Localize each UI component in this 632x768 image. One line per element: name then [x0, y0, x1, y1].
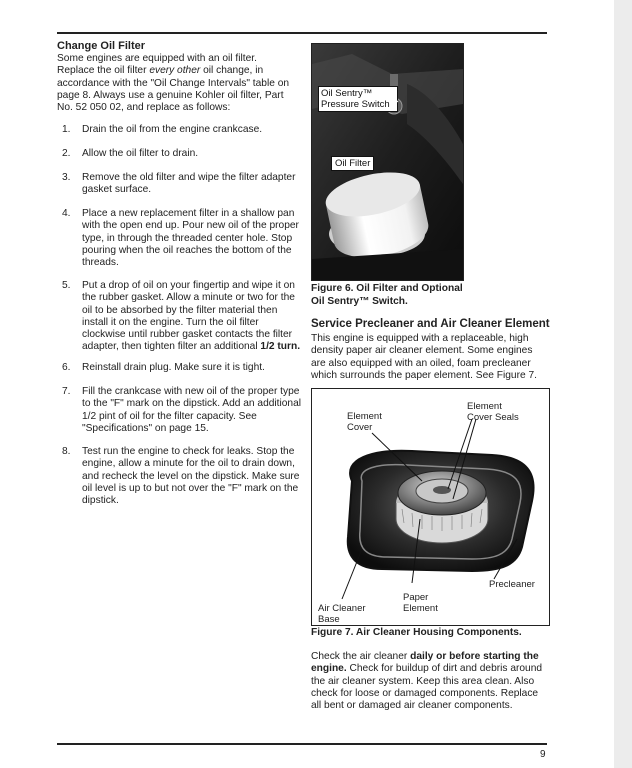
step-number: 8.: [62, 446, 71, 457]
page-edge: [614, 0, 632, 768]
step-number: 6.: [62, 362, 71, 373]
step-text: [82, 280, 302, 354]
figure-6-caption: Figure 6. Oil Filter and Optional Oil Sentry™ Switch.: [311, 283, 463, 307]
step-text: Drain the oil from the engine crankcase.: [82, 124, 263, 135]
check-paragraph: [311, 651, 549, 712]
paper-element-label: Paper Element: [403, 592, 438, 614]
step-text: Place a new replacement filter in a shallow pan with the open end up. Pour new oil of the proper type, in through the threaded center hole. Stop pouring when the oil reaches the bottom of the threads.: [82, 208, 299, 269]
section-title-air-cleaner: Service Precleaner and Air Cleaner Element: [311, 318, 550, 330]
top-rule: [57, 32, 547, 34]
step-text-bold: 1/2 turn.: [260, 341, 301, 353]
oil-sentry-label: Oil Sentry™ Pressure Switch: [318, 86, 398, 112]
section-title-change-oil-filter: Change Oil Filter: [57, 40, 146, 52]
step-text: Remove the old filter and wipe the filter adapter gasket surface.: [82, 172, 296, 196]
step-number: 1.: [62, 124, 71, 135]
oil-filter-label: Oil Filter: [331, 156, 374, 171]
check-text-bold: daily or before starting the engine.: [311, 651, 539, 675]
intro-text-b: oil change, in accordance with the "Oil Change Intervals" table on page 8. Always use a genuine Kohler oil filter, Part No. 52 050 02, and replace as follows:: [57, 65, 290, 114]
air-cleaner-base-label: Air Cleaner Base: [318, 603, 366, 625]
step-number: 5.: [62, 280, 71, 291]
step-text-main: Put a drop of oil on your fingertip and wipe it on the rubber gasket. Allow a minute or two for the oil to be absorbed by the filter material then install it on the engine. Turn the oil filter clockwise until rubber gasket contacts the filter adapter, then tighten filter an additional: [82, 280, 295, 353]
step-text: Test run the engine to check for leaks. Stop the engine, allow a minute for the oil to drain down, and recheck the level on the dipstick. Make sure oil level is up to but not over the "F" mark on the dipstick.: [82, 446, 300, 507]
step-number: 3.: [62, 172, 71, 183]
bottom-rule: [57, 743, 547, 745]
figure-7-caption: Figure 7. Air Cleaner Housing Components.: [311, 627, 522, 638]
step-number: 4.: [62, 208, 71, 219]
air-cleaner-paragraph: This engine is equipped with a replaceable, high density paper air cleaner element. Some engines are also equipped with an oiled, foam precleaner which surrounds the paper element. See Figure 7.: [311, 333, 537, 381]
intro-text-emphasis: every other: [149, 65, 201, 77]
element-cover-seals-label: Element Cover Seals: [467, 401, 519, 423]
precleaner-label: Precleaner: [489, 579, 535, 590]
step-text: Reinstall drain plug. Make sure it is tight.: [82, 362, 265, 373]
check-text-b: Check for buildup of dirt and debris around the air cleaner system. Keep this area clean. Also check for loose or damaged components. Replace all bent or damaged air cleaner components.: [311, 663, 543, 712]
page-number: 9: [540, 749, 546, 760]
steps-list: [62, 124, 302, 524]
element-cover-label: Element Cover: [347, 411, 382, 433]
step-text: Allow the oil filter to drain.: [82, 148, 199, 159]
step-text: Fill the crankcase with new oil of the proper type to the "F" mark on the dipstick. Add an additional 1/2 pint of oil for the filter capacity. See "Specifications" on page 15.: [82, 386, 302, 434]
figure-7-illustration: [311, 388, 550, 626]
check-text-a: Check the air cleaner: [311, 651, 411, 662]
step-number: 2.: [62, 148, 71, 159]
intro-text-a: Some engines are equipped with an oil filter. Replace the oil filter: [57, 53, 257, 77]
intro-paragraph: [57, 53, 297, 114]
step-number: 7.: [62, 386, 71, 397]
figure-6-photo: [311, 43, 464, 281]
